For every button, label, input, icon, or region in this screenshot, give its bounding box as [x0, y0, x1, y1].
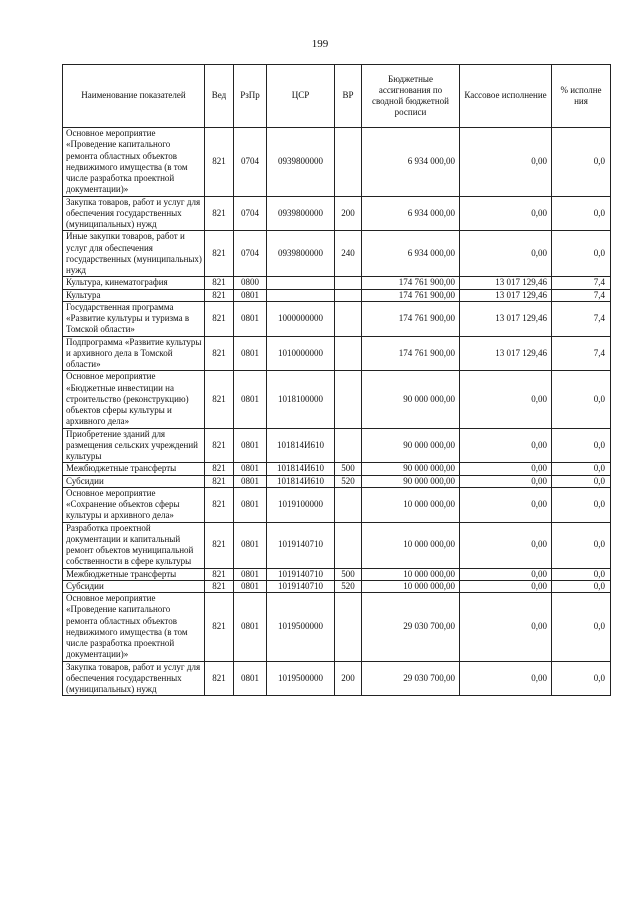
cell-pct: 0,0 — [552, 428, 611, 463]
cell-ved: 821 — [205, 231, 234, 277]
header-pct: % исполне ния — [552, 65, 611, 128]
cell-cash: 0,00 — [460, 463, 552, 475]
cell-csr: 1000000000 — [267, 301, 335, 336]
table-row — [63, 580, 611, 592]
table-header-row — [63, 65, 611, 128]
cell-pct: 0,0 — [552, 661, 611, 696]
cell-ved: 821 — [205, 128, 234, 197]
cell-rzpr: 0801 — [234, 301, 267, 336]
cell-budget: 6 934 000,00 — [362, 196, 460, 231]
table-row — [63, 128, 611, 197]
cell-cash: 0,00 — [460, 196, 552, 231]
table-row — [63, 231, 611, 277]
cell-csr: 0939800000 — [267, 231, 335, 277]
header-ved: Вед — [205, 65, 234, 128]
cell-budget: 90 000 000,00 — [362, 371, 460, 428]
table-row — [63, 568, 611, 580]
cell-cash: 13 017 129,46 — [460, 301, 552, 336]
cell-budget: 6 934 000,00 — [362, 128, 460, 197]
cell-cash: 0,00 — [460, 231, 552, 277]
cell-vr: 200 — [335, 661, 362, 696]
cell-ved: 821 — [205, 289, 234, 301]
cell-csr: 1019500000 — [267, 593, 335, 662]
cell-rzpr: 0801 — [234, 661, 267, 696]
cell-rzpr: 0801 — [234, 371, 267, 428]
cell-name: Основное мероприятие «Сохранение объектов сферы культуры и архивного дела» — [63, 487, 205, 522]
cell-budget: 10 000 000,00 — [362, 487, 460, 522]
cell-rzpr: 0801 — [234, 593, 267, 662]
cell-pct: 0,0 — [552, 487, 611, 522]
cell-ved: 821 — [205, 522, 234, 568]
cell-rzpr: 0801 — [234, 336, 267, 371]
cell-csr: 1019500000 — [267, 661, 335, 696]
cell-name: Основное мероприятие «Проведение капитального ремонта областных объектов недвижимого имущества (в том числе разработка проектной документации)» — [63, 128, 205, 197]
cell-vr — [335, 336, 362, 371]
table-row — [63, 463, 611, 475]
cell-budget: 90 000 000,00 — [362, 463, 460, 475]
cell-budget: 174 761 900,00 — [362, 289, 460, 301]
table-row — [63, 371, 611, 428]
cell-cash: 0,00 — [460, 475, 552, 487]
cell-ved: 821 — [205, 428, 234, 463]
cell-cash: 0,00 — [460, 371, 552, 428]
cell-vr — [335, 371, 362, 428]
cell-rzpr: 0800 — [234, 277, 267, 289]
header-rzpr: РзПр — [234, 65, 267, 128]
table-row — [63, 475, 611, 487]
cell-vr: 520 — [335, 475, 362, 487]
cell-vr — [335, 301, 362, 336]
cell-name: Субсидии — [63, 475, 205, 487]
cell-name: Культура — [63, 289, 205, 301]
table-body — [63, 128, 611, 696]
cell-csr: 0939800000 — [267, 128, 335, 197]
table-row — [63, 661, 611, 696]
table-row — [63, 289, 611, 301]
cell-name: Иные закупки товаров, работ и услуг для обеспечения государственных (муниципальных) нужд — [63, 231, 205, 277]
cell-cash: 0,00 — [460, 661, 552, 696]
cell-csr: 101814И610 — [267, 475, 335, 487]
cell-pct: 0,0 — [552, 522, 611, 568]
cell-budget: 90 000 000,00 — [362, 475, 460, 487]
header-name: Наименование показателей — [63, 65, 205, 128]
cell-cash: 0,00 — [460, 568, 552, 580]
cell-budget: 174 761 900,00 — [362, 277, 460, 289]
cell-pct: 0,0 — [552, 580, 611, 592]
cell-pct: 0,0 — [552, 463, 611, 475]
cell-rzpr: 0801 — [234, 475, 267, 487]
cell-rzpr: 0801 — [234, 428, 267, 463]
header-csr: ЦСР — [267, 65, 335, 128]
cell-pct: 7,4 — [552, 289, 611, 301]
cell-name: Закупка товаров, работ и услуг для обеспечения государственных (муниципальных) нужд — [63, 661, 205, 696]
cell-budget: 174 761 900,00 — [362, 301, 460, 336]
cell-budget: 10 000 000,00 — [362, 568, 460, 580]
cell-rzpr: 0704 — [234, 128, 267, 197]
cell-pct: 7,4 — [552, 277, 611, 289]
cell-ved: 821 — [205, 593, 234, 662]
cell-name: Государственная программа «Развитие культуры и туризма в Томской области» — [63, 301, 205, 336]
cell-budget: 174 761 900,00 — [362, 336, 460, 371]
table-row — [63, 196, 611, 231]
cell-ved: 821 — [205, 475, 234, 487]
cell-cash: 0,00 — [460, 580, 552, 592]
cell-cash: 13 017 129,46 — [460, 277, 552, 289]
cell-vr: 520 — [335, 580, 362, 592]
cell-ved: 821 — [205, 487, 234, 522]
cell-vr — [335, 522, 362, 568]
header-cash: Кассовое исполнение — [460, 65, 552, 128]
cell-name: Приобретение зданий для размещения сельских учреждений культуры — [63, 428, 205, 463]
cell-budget: 90 000 000,00 — [362, 428, 460, 463]
cell-rzpr: 0801 — [234, 289, 267, 301]
cell-budget: 10 000 000,00 — [362, 522, 460, 568]
cell-vr — [335, 128, 362, 197]
cell-name: Основное мероприятие «Проведение капитального ремонта областных объектов недвижимого имущества (в том числе разработка проектной документации)» — [63, 593, 205, 662]
cell-ved: 821 — [205, 336, 234, 371]
cell-ved: 821 — [205, 277, 234, 289]
cell-rzpr: 0801 — [234, 487, 267, 522]
cell-csr: 1010000000 — [267, 336, 335, 371]
cell-csr: 1019140710 — [267, 580, 335, 592]
cell-name: Межбюджетные трансферты — [63, 568, 205, 580]
cell-cash: 0,00 — [460, 593, 552, 662]
cell-pct: 0,0 — [552, 593, 611, 662]
cell-pct: 0,0 — [552, 196, 611, 231]
cell-vr — [335, 428, 362, 463]
cell-vr — [335, 593, 362, 662]
table-row — [63, 593, 611, 662]
cell-csr: 1018100000 — [267, 371, 335, 428]
cell-budget: 29 030 700,00 — [362, 593, 460, 662]
table-row — [63, 522, 611, 568]
cell-csr: 1019140710 — [267, 568, 335, 580]
cell-name: Межбюджетные трансферты — [63, 463, 205, 475]
cell-cash: 13 017 129,46 — [460, 336, 552, 371]
cell-budget: 29 030 700,00 — [362, 661, 460, 696]
cell-vr — [335, 277, 362, 289]
cell-vr: 500 — [335, 568, 362, 580]
cell-pct: 7,4 — [552, 336, 611, 371]
cell-name: Основное мероприятие «Бюджетные инвестиции на строительство (реконструкцию) объектов сферы культуры и архивного дела» — [63, 371, 205, 428]
cell-ved: 821 — [205, 463, 234, 475]
cell-csr: 101814И610 — [267, 428, 335, 463]
cell-cash: 0,00 — [460, 128, 552, 197]
cell-cash: 13 017 129,46 — [460, 289, 552, 301]
header-budget: Бюджетные ассигнования по сводной бюджетной росписи — [362, 65, 460, 128]
cell-pct: 0,0 — [552, 231, 611, 277]
cell-budget: 10 000 000,00 — [362, 580, 460, 592]
table-row — [63, 277, 611, 289]
cell-cash: 0,00 — [460, 522, 552, 568]
header-vr: ВР — [335, 65, 362, 128]
cell-vr — [335, 289, 362, 301]
cell-cash: 0,00 — [460, 487, 552, 522]
table-row — [63, 301, 611, 336]
cell-name: Закупка товаров, работ и услуг для обеспечения государственных (муниципальных) нужд — [63, 196, 205, 231]
cell-name: Культура, кинематография — [63, 277, 205, 289]
cell-pct: 0,0 — [552, 371, 611, 428]
cell-rzpr: 0801 — [234, 463, 267, 475]
cell-ved: 821 — [205, 568, 234, 580]
cell-ved: 821 — [205, 301, 234, 336]
cell-vr: 500 — [335, 463, 362, 475]
cell-rzpr: 0801 — [234, 522, 267, 568]
cell-pct: 0,0 — [552, 475, 611, 487]
cell-vr: 240 — [335, 231, 362, 277]
budget-table — [62, 64, 611, 696]
cell-rzpr: 0704 — [234, 196, 267, 231]
cell-cash: 0,00 — [460, 428, 552, 463]
cell-name: Подпрограмма «Развитие культуры и архивного дела в Томской области» — [63, 336, 205, 371]
cell-ved: 821 — [205, 661, 234, 696]
cell-ved: 821 — [205, 196, 234, 231]
cell-pct: 0,0 — [552, 568, 611, 580]
table-row — [63, 336, 611, 371]
cell-vr: 200 — [335, 196, 362, 231]
cell-ved: 821 — [205, 371, 234, 428]
cell-csr — [267, 277, 335, 289]
cell-csr: 1019100000 — [267, 487, 335, 522]
cell-rzpr: 0704 — [234, 231, 267, 277]
cell-csr: 101814И610 — [267, 463, 335, 475]
cell-pct: 0,0 — [552, 128, 611, 197]
cell-rzpr: 0801 — [234, 568, 267, 580]
cell-csr — [267, 289, 335, 301]
cell-pct: 7,4 — [552, 301, 611, 336]
table-row — [63, 428, 611, 463]
cell-ved: 821 — [205, 580, 234, 592]
cell-name: Разработка проектной документации и капитальный ремонт объектов муниципальной собственности в сфере культуры — [63, 522, 205, 568]
page-number: 199 — [311, 38, 329, 50]
cell-name: Субсидии — [63, 580, 205, 592]
cell-rzpr: 0801 — [234, 580, 267, 592]
cell-csr: 1019140710 — [267, 522, 335, 568]
cell-csr: 0939800000 — [267, 196, 335, 231]
cell-vr — [335, 487, 362, 522]
cell-budget: 6 934 000,00 — [362, 231, 460, 277]
table-row — [63, 487, 611, 522]
